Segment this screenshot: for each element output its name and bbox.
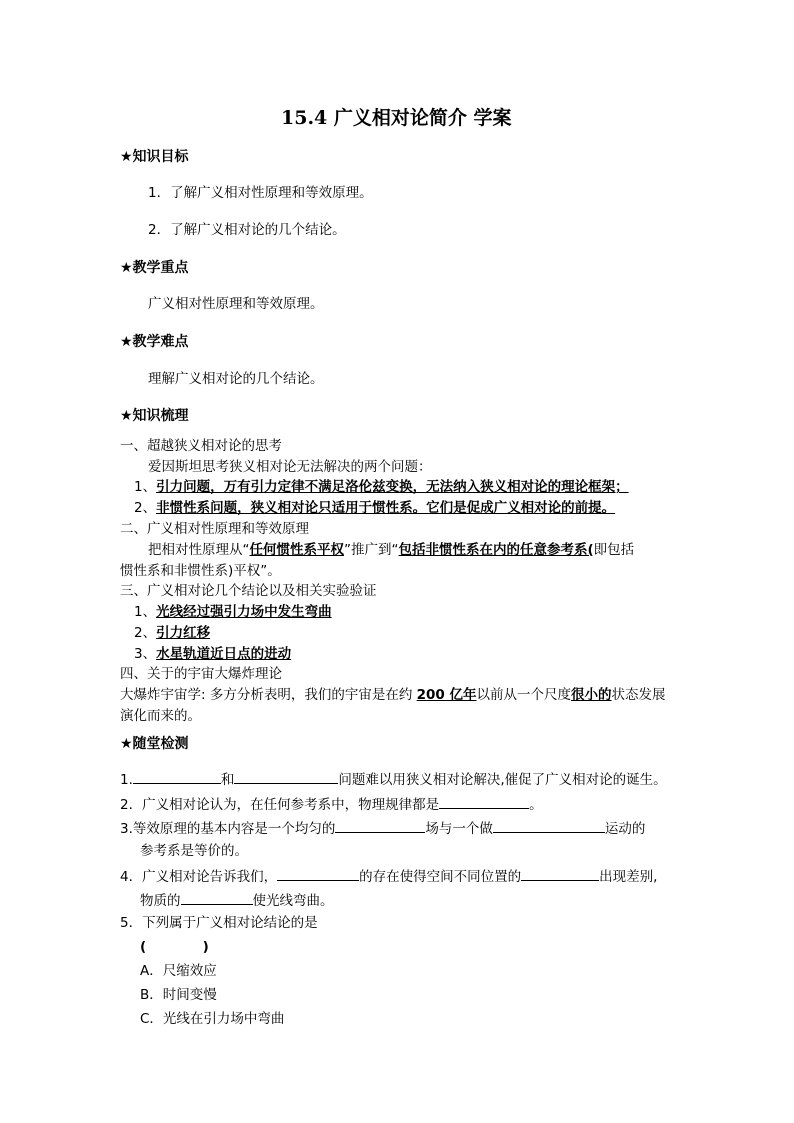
answer-blank[interactable] xyxy=(234,769,338,784)
quiz-question-3 xyxy=(120,818,645,838)
outline-section-3-title: 三、广义相对论几个结论以及相关实验验证 xyxy=(120,583,377,599)
item-text: 水星轨道近日点的进动 xyxy=(156,646,292,662)
option-b[interactable]: B．时间变慢 xyxy=(140,987,217,1003)
section-heading-quiz: ★随堂检测 xyxy=(120,736,189,752)
text-segment: 把相对性原理从“ xyxy=(148,542,250,558)
document-title: 15.4 广义相对论简介 学案 xyxy=(281,107,512,129)
question-text: 运动的 xyxy=(604,821,646,837)
quiz-question-4 xyxy=(120,866,657,886)
question-text: 2．广义相对论认为，在任何参考系中，物理规律都是 xyxy=(120,797,440,813)
question-text: 出现差别, xyxy=(599,869,658,885)
answer-blank[interactable] xyxy=(133,769,221,784)
option-a[interactable]: A．尺缩效应 xyxy=(140,963,217,979)
item-text: 引力红移 xyxy=(156,625,211,641)
question-text: 1. xyxy=(120,772,133,788)
difficulties-text: 理解广义相对论的几个结论。 xyxy=(148,371,324,387)
section-heading-difficulties: ★教学难点 xyxy=(120,334,189,350)
outline-section-1-intro: 爱因斯坦思考狭义相对论无法解决的两个问题： xyxy=(148,459,432,475)
question-text: 物质的 xyxy=(140,893,181,909)
outline-section-2-line-2: 惯性系和非惯性系)平权”。 xyxy=(120,563,281,579)
emphasis-segment: 包括非惯性系在内的任意参考系( xyxy=(398,542,594,558)
goal-item-1: 1．了解广义相对性原理和等效原理。 xyxy=(148,185,373,201)
item-number: 3、 xyxy=(134,646,157,662)
question-text: 使光线弯曲。 xyxy=(252,893,334,909)
text-segment: 即包括 xyxy=(593,542,635,558)
question-text: 和 xyxy=(220,772,235,788)
outline-section-2-line-1 xyxy=(148,541,634,559)
option-c[interactable]: C．光线在引力场中弯曲 xyxy=(140,1011,285,1027)
point-text: 引力问题，万有引力定律不满足洛伦兹变换，无法纳入狭义相对论的理论框架； xyxy=(156,479,629,495)
answer-blank[interactable] xyxy=(521,866,599,881)
outline-section-1-point-1 xyxy=(134,478,629,496)
item-number: 2、 xyxy=(134,625,157,641)
question-text: 4．广义相对论告诉我们， xyxy=(120,869,278,885)
question-text: 场与一个做 xyxy=(425,821,493,837)
outline-section-1-point-2 xyxy=(134,499,615,517)
answer-blank[interactable] xyxy=(335,818,425,833)
question-text: 的存在使得空间不同位置的 xyxy=(359,869,522,885)
quiz-question-1 xyxy=(120,769,667,789)
emphasis-segment: 任何惯性系平权 xyxy=(249,542,344,558)
conclusion-item-1 xyxy=(134,603,332,621)
text-segment: 状态发展 xyxy=(611,687,666,703)
emphasis-segment: 200 亿年 xyxy=(416,687,477,703)
section-heading-knowledge-goals: ★知识目标 xyxy=(120,149,189,165)
answer-blank[interactable] xyxy=(277,866,359,881)
point-text: 非惯性系问题，狭义相对论只适用于惯性系。它们是促成广义相对论的前提。 xyxy=(156,500,616,516)
point-number: 1、 xyxy=(134,479,157,495)
outline-section-2-title: 二、广义相对性原理和等效原理 xyxy=(120,521,309,537)
outline-section-4-line-1 xyxy=(120,686,666,704)
text-segment: 以前从一个尺度 xyxy=(476,687,572,703)
question-text: 。 xyxy=(529,797,543,813)
outline-section-4-title: 四、关于的宇宙大爆炸理论 xyxy=(120,666,282,682)
quiz-question-4-line-2 xyxy=(140,890,334,910)
section-heading-outline: ★知识梳理 xyxy=(120,408,189,424)
key-points-text: 广义相对性原理和等效原理。 xyxy=(148,296,324,312)
point-number: 2、 xyxy=(134,500,157,516)
outline-section-1-title: 一、超越狭义相对论的思考 xyxy=(120,438,282,454)
quiz-question-2 xyxy=(120,794,543,814)
answer-parentheses[interactable]: ( ) xyxy=(140,939,209,955)
conclusion-item-3 xyxy=(134,645,291,663)
question-text: 3.等效原理的基本内容是一个均匀的 xyxy=(120,821,336,837)
item-number: 1、 xyxy=(134,604,157,620)
answer-blank[interactable] xyxy=(181,890,253,905)
goal-item-2: 2．了解广义相对论的几个结论。 xyxy=(148,222,346,238)
quiz-question-5: 5．下列属于广义相对论结论的是 xyxy=(120,915,318,931)
outline-section-4-line-2: 演化而来的。 xyxy=(120,708,201,724)
item-text: 光线经过强引力场中发生弯曲 xyxy=(156,604,332,620)
question-text: 问题难以用狭义相对论解决,催促了广义相对论的诞生。 xyxy=(338,772,667,788)
emphasis-segment: 很小的 xyxy=(571,687,612,703)
text-segment: ”推广到“ xyxy=(344,542,399,558)
section-heading-key-points: ★教学重点 xyxy=(120,260,189,276)
answer-blank[interactable] xyxy=(493,818,605,833)
conclusion-item-2 xyxy=(134,624,210,642)
quiz-question-3-line-2: 参考系是等价的。 xyxy=(140,843,248,859)
answer-blank[interactable] xyxy=(439,794,529,809)
text-segment: 大爆炸宇宙学: 多方分析表明，我们的宇宙是在约 xyxy=(120,687,417,703)
